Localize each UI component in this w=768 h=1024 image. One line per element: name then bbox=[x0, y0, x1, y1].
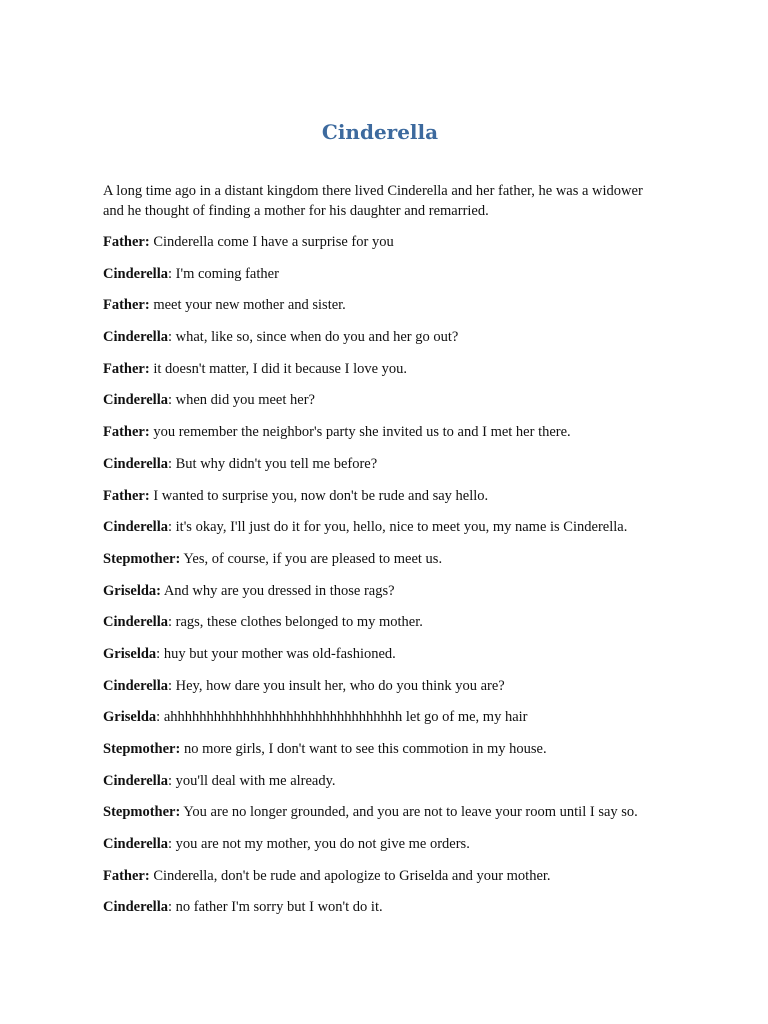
speaker-name: Cinderella bbox=[103, 677, 168, 694]
dialogue-line bbox=[103, 486, 663, 506]
dialogue-text: : what, like so, since when do you and her go out? bbox=[167, 329, 459, 346]
dialogue-line bbox=[103, 232, 663, 252]
dialogue-line bbox=[103, 739, 663, 759]
dialogue-line bbox=[103, 834, 663, 854]
dialogue-text: : no father I'm sorry but I won't do it. bbox=[167, 899, 383, 916]
dialogue-text: meet your new mother and sister. bbox=[149, 297, 346, 314]
dialogue-line bbox=[103, 517, 663, 537]
speaker-name: Father: bbox=[103, 297, 150, 314]
dialogue-text: : when did you meet her? bbox=[167, 392, 315, 409]
dialogue-line bbox=[103, 549, 663, 569]
speaker-name: Father: bbox=[103, 234, 150, 250]
dialogue-line bbox=[103, 327, 663, 347]
dialogue-text: Cinderella come I have a surprise for you bbox=[149, 234, 394, 250]
speaker-name: Stepmother: bbox=[103, 804, 181, 821]
speaker-name: Cinderella bbox=[103, 329, 168, 346]
speaker-name: Cinderella bbox=[103, 899, 168, 916]
dialogue-text: : I'm coming father bbox=[167, 265, 279, 282]
intro-paragraph: A long time ago in a distant kingdom there lived Cinderella and her father, he was a widower and he thought of finding a mother for his daughter and remarried. bbox=[103, 183, 643, 219]
dialogue-line bbox=[103, 295, 663, 315]
speaker-name: Griselda: bbox=[103, 582, 161, 599]
dialogue-line bbox=[103, 264, 663, 284]
dialogue-line bbox=[103, 644, 663, 664]
dialogue-text: : Hey, how dare you insult her, who do you think you are? bbox=[167, 677, 505, 694]
dialogue-text: You are no longer grounded, and you are not to leave your room until I say so. bbox=[180, 804, 638, 821]
dialogue-line bbox=[103, 422, 663, 442]
dialogue-text: : you'll deal with me already. bbox=[167, 772, 336, 789]
speaker-name: Griselda bbox=[103, 645, 157, 662]
dialogue-text: : But why didn't you tell me before? bbox=[167, 455, 378, 472]
speaker-name: Cinderella bbox=[103, 836, 168, 853]
dialogue-text: : it's okay, I'll just do it for you, hello, nice to meet you, my name is Cinderella. bbox=[167, 519, 628, 536]
document-title: Cinderella bbox=[321, 120, 439, 144]
dialogue-list bbox=[103, 232, 663, 917]
speaker-name: Griselda bbox=[103, 709, 157, 726]
dialogue-line bbox=[103, 359, 663, 379]
speaker-name: Cinderella bbox=[103, 392, 168, 409]
document-body bbox=[103, 181, 663, 929]
dialogue-line bbox=[103, 897, 663, 917]
speaker-name: Father: bbox=[103, 487, 150, 504]
dialogue-line bbox=[103, 771, 663, 791]
speaker-name: Cinderella bbox=[103, 772, 168, 789]
dialogue-text: it doesn't matter, I did it because I love you. bbox=[149, 360, 408, 377]
speaker-name: Father: bbox=[103, 360, 150, 377]
dialogue-line bbox=[103, 581, 663, 601]
dialogue-text: : you are not my mother, you do not give me orders. bbox=[167, 836, 470, 853]
dialogue-text: Yes, of course, if you are pleased to meet us. bbox=[180, 550, 443, 567]
dialogue-line bbox=[103, 390, 663, 410]
dialogue-line bbox=[103, 707, 663, 727]
dialogue-text: you remember the neighbor's party she invited us to and I met her there. bbox=[149, 424, 571, 441]
dialogue-line bbox=[103, 612, 663, 632]
speaker-name: Stepmother: bbox=[103, 550, 181, 567]
dialogue-line bbox=[103, 802, 663, 822]
dialogue-text: : huy but your mother was old-fashioned. bbox=[156, 645, 396, 662]
dialogue-text: no more girls, I don't want to see this commotion in my house. bbox=[180, 741, 547, 757]
dialogue-line bbox=[103, 454, 663, 474]
dialogue-text: I wanted to surprise you, now don't be rude and say hello. bbox=[149, 487, 489, 504]
speaker-name: Father: bbox=[103, 424, 150, 441]
speaker-name: Father: bbox=[103, 867, 150, 884]
speaker-name: Stepmother: bbox=[103, 741, 181, 757]
speaker-name: Cinderella bbox=[103, 614, 168, 631]
dialogue-text: : rags, these clothes belonged to my mother. bbox=[167, 614, 423, 631]
dialogue-line bbox=[103, 676, 663, 696]
dialogue-text: : ahhhhhhhhhhhhhhhhhhhhhhhhhhhhhhhh let go of me, my hair bbox=[156, 709, 528, 726]
speaker-name: Cinderella bbox=[103, 265, 168, 282]
dialogue-line bbox=[103, 866, 663, 886]
dialogue-text: Cinderella, don't be rude and apologize to Griselda and your mother. bbox=[149, 867, 551, 884]
speaker-name: Cinderella bbox=[103, 519, 168, 536]
speaker-name: Cinderella bbox=[103, 455, 168, 472]
dialogue-text: And why are you dressed in those rags? bbox=[161, 582, 395, 599]
